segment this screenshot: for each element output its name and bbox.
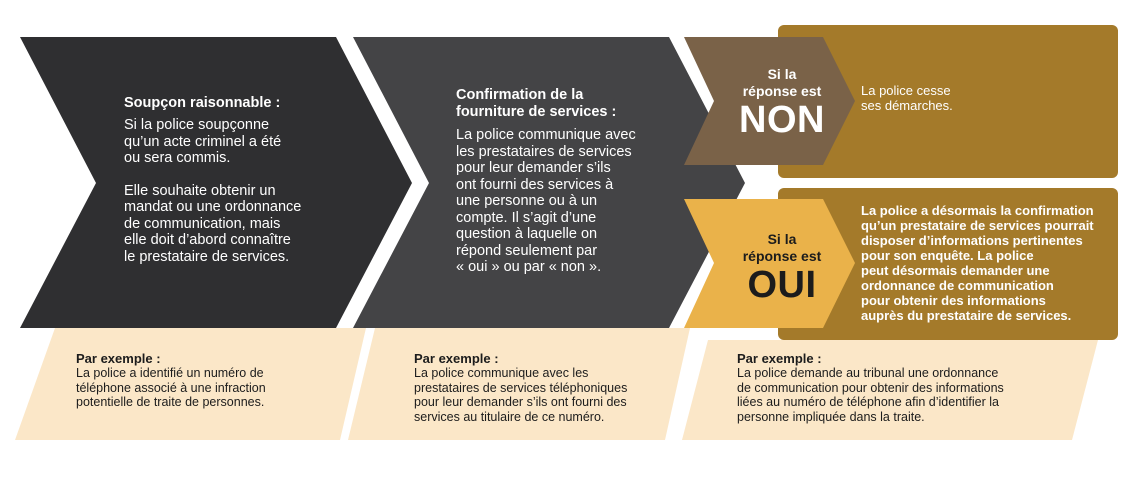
example-1-title: Par exemple : [76,351,161,366]
step1-paragraph-1: Si la police soupçonne qu’un acte criminel a été ou sera commis. [124,117,282,166]
yes-label-group [722,231,842,305]
example-3 [737,351,1004,424]
example-1-body: La police a identifié un numéro de téléphone associé à une infraction potentielle de traite de personnes. [76,366,266,409]
no-label-big: NON [739,99,825,141]
yes-label-big: OUI [747,264,817,306]
example-2-body: La police communique avec les prestataires de services téléphoniques pour leur demander s’ils ont fourni des services au titulaire de ce numéro. [414,366,628,424]
example-3-title: Par exemple : [737,351,822,366]
yes-result-text: La police a désormais la confirmation qu’un prestataire de services pourrait disposer d’informations pertinentes pour son enquête. La police peut désormais demander une ordonnance de communication pour obtenir des informations auprès du prestataire de services. [861,203,1094,323]
no-label-group [722,66,842,140]
step1-title: Soupçon raisonnable : [124,95,281,111]
step1-body [124,117,354,265]
example-1 [76,351,266,410]
example-2-title: Par exemple : [414,351,499,366]
no-result-text: La police cesse ses démarches. [861,83,953,113]
example-2 [414,351,627,424]
step1-paragraph-2: Elle souhaite obtenir un mandat ou une ordonnance de communication, mais elle doit d’abord connaître le prestataire de services. [124,182,302,265]
step2-title: Confirmation de la fourniture de services : [456,87,617,120]
step2-body: La police communique avec les prestataires de services pour leur demander s’ils ont fourni des services à une personne ou à un compte. Il s’agit d’une question à laquelle on répond seulement par « oui » ou par « non ». [456,127,636,275]
yes-label-small: Si la réponse est [742,231,822,264]
example-3-body: La police demande au tribunal une ordonnance de communication pour obtenir des informations liées au numéro de téléphone afin d’identifier la personne impliquée dans la traite. [737,366,1004,424]
no-label-small: Si la réponse est [742,66,822,99]
